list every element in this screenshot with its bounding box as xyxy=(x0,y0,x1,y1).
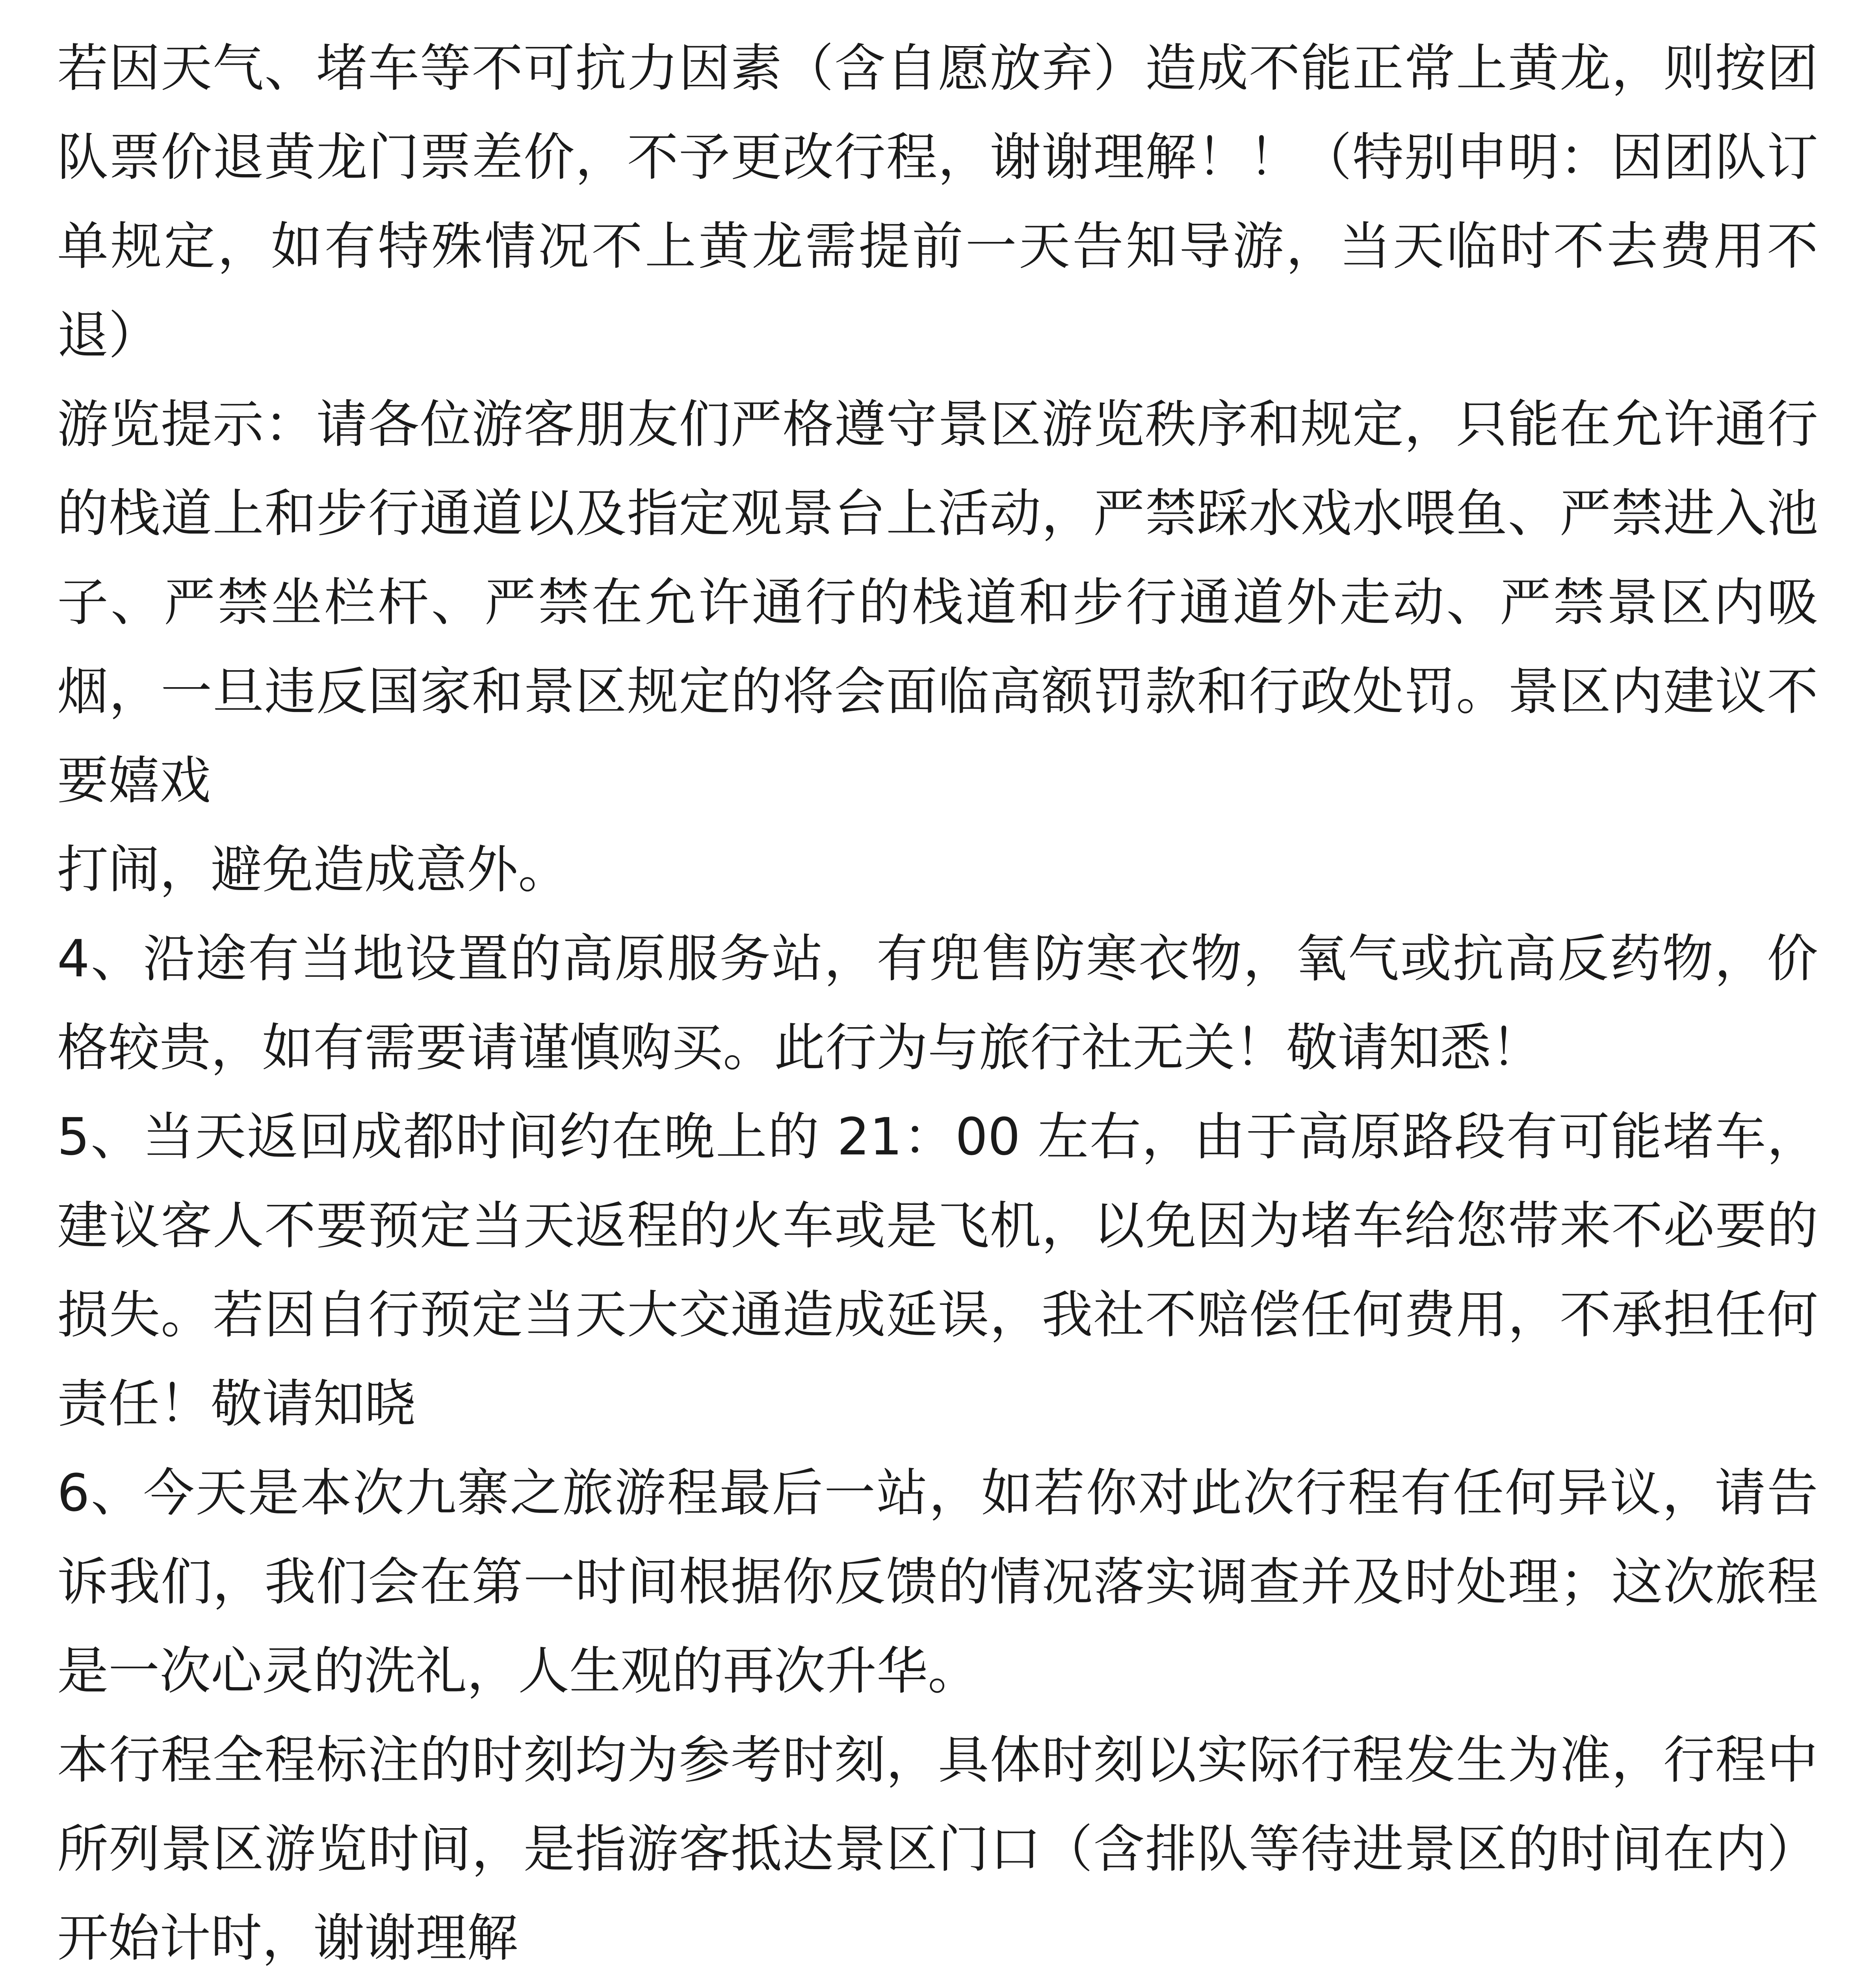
tour-tips-paragraph: 游览提示：请各位游客朋友们严格遵守景区游览秩序和规定，只能在允许通行的栈道上和步行通道以及指定观景台上活动，严禁踩水戏水喂鱼、严禁进入池子、严禁坐栏杆、严禁在允许通行的栈道和步行通道外走动、严禁景区内吸烟，一旦违反国家和景区规定的将会面临高额罚款和行政处罚。景区内建议不要嬉戏 xyxy=(57,394,1818,810)
timing-disclaimer-paragraph: 本行程全程标注的时刻均为参考时刻，具体时刻以实际行程发生为准，行程中所列景区游览时间，是指游客抵达景区门口（含排队等待进景区的时间在内）开始计时，谢谢理解 xyxy=(57,1730,1818,1968)
huanglong-refund-paragraph: 若因天气、堵车等不可抗力因素（含自愿放弃）造成不能正常上黄龙，则按团队票价退黄龙门票差价，不予更改行程，谢谢理解！！（特别申明：因团队订单规定，如有特殊情况不上黄龙需提前一天告知导游，当天临时不去费用不退） xyxy=(57,38,1818,365)
tour-tips-continuation: 打闹，避免造成意外。 xyxy=(57,840,570,900)
note-4-paragraph: 4、沿途有当地设置的高原服务站，有兜售防寒衣物，氧气或抗高反药物，价格较贵，如有需要请谨慎购买。此行为与旅行社无关！敬请知悉！ xyxy=(57,929,1818,1078)
note-5-paragraph: 5、当天返回成都时间约在晚上的 21：00 左右，由于高原路段有可能堵车，建议客人不要预定当天返程的火车或是飞机，以免因为堵车给您带来不必要的损失。若因自行预定当天大交通造成延误，我社不赔偿任何费用，不承担任何责任！敬请知晓 xyxy=(57,1107,1818,1434)
note-6-paragraph: 6、今天是本次九寨之旅游程最后一站，如若你对此次行程有任何异议，请告诉我们，我们会在第一时间根据你反馈的情况落实调查并及时处理；这次旅程是一次心灵的洗礼，人生观的再次升华。 xyxy=(57,1463,1818,1701)
itinerary-page xyxy=(57,24,1818,1970)
